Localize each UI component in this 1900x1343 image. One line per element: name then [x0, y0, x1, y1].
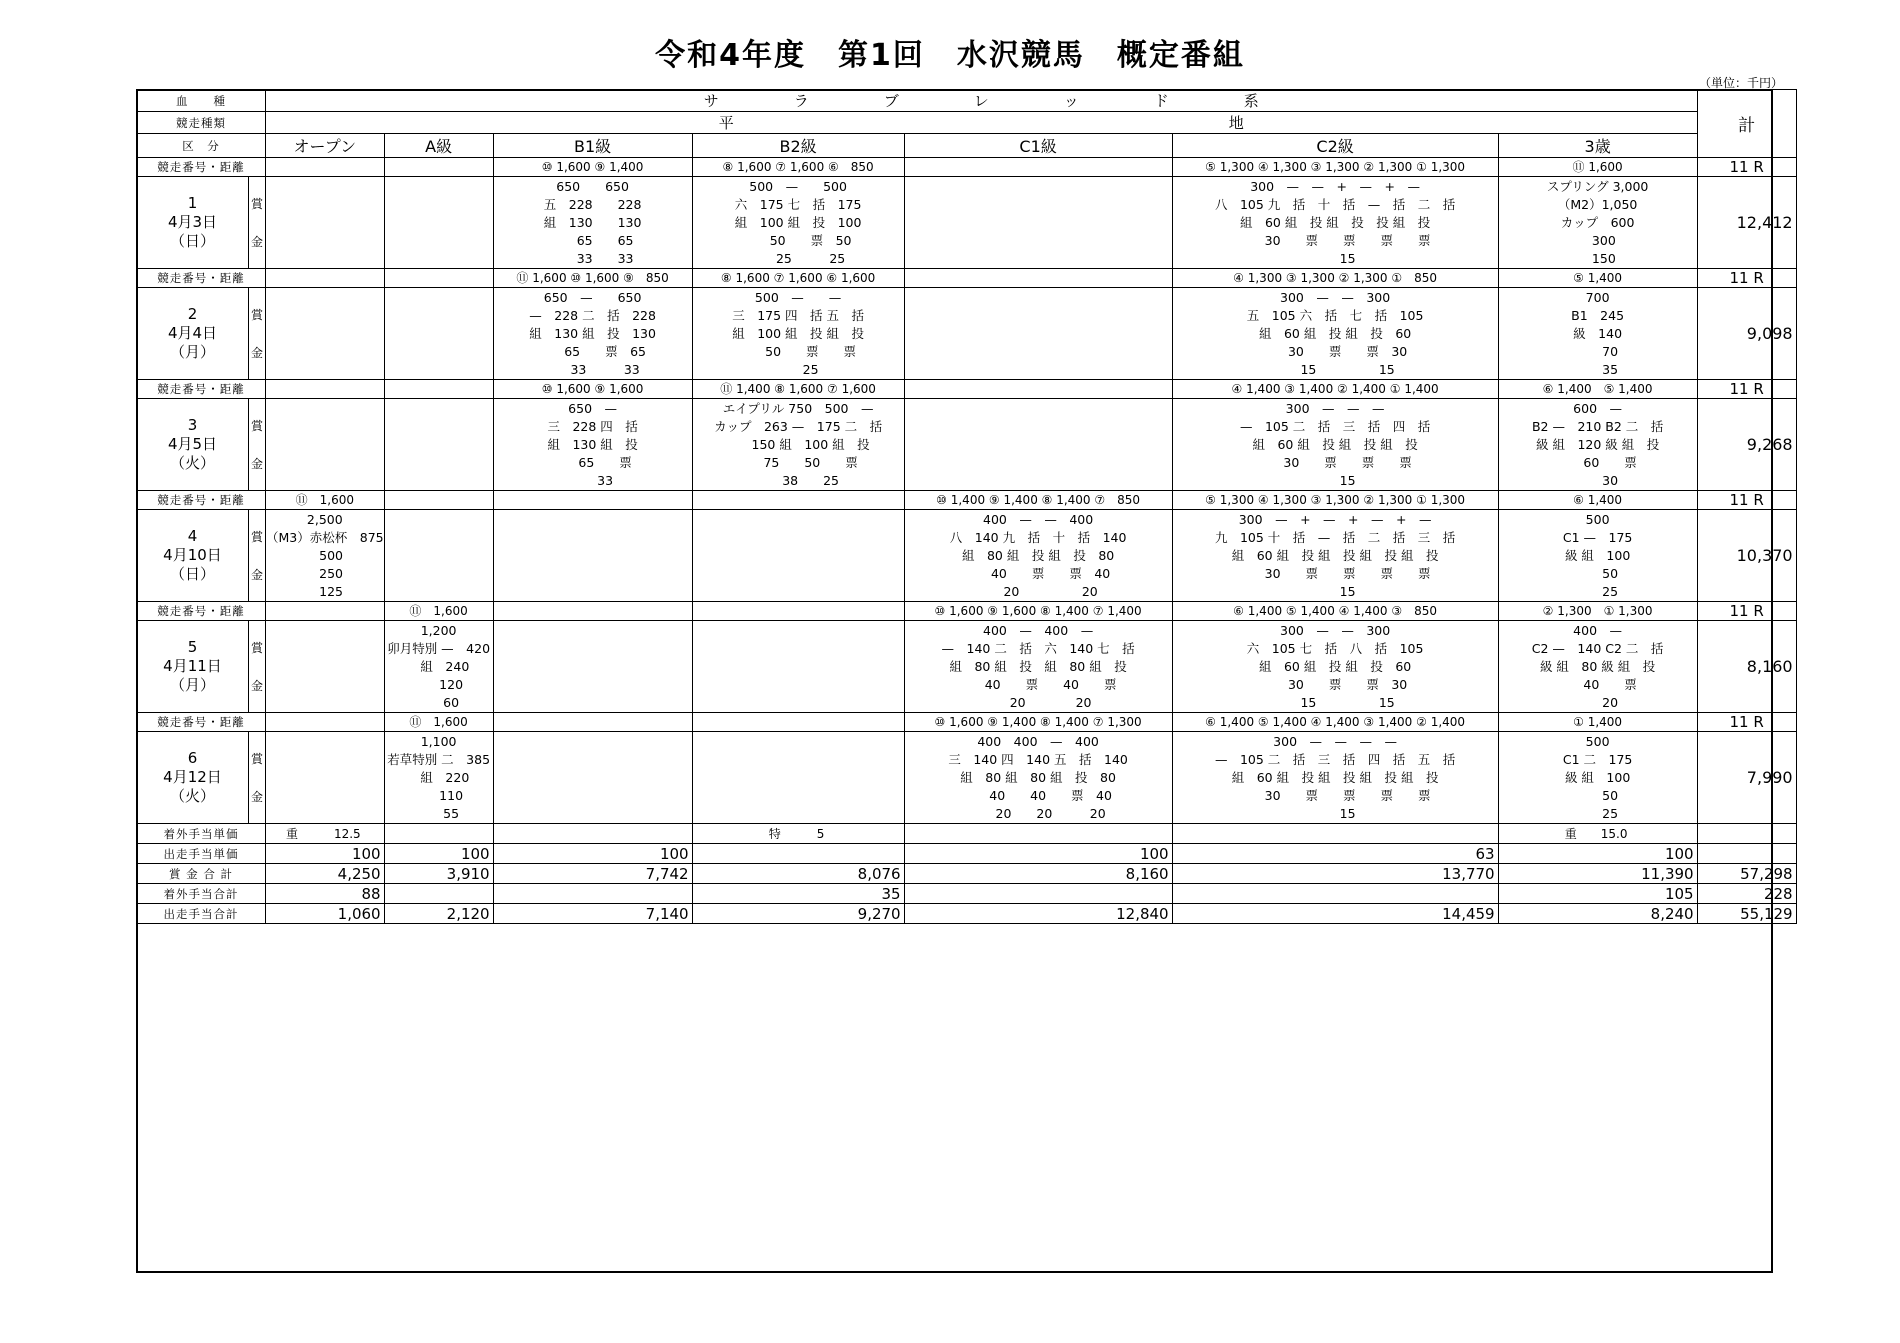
prize-cell — [266, 399, 385, 491]
prize-text: 650 650 五 228 228 組 130 130 65 65 33 33 — [543, 178, 642, 266]
race-distance-cell: ④ 1,400 ③ 1,400 ② 1,400 ① 1,400 — [1172, 380, 1498, 399]
prize-label-a: 賞 — [250, 751, 263, 766]
footer-cell: 重 15.0 — [1498, 824, 1697, 844]
prize-label-b: 金 — [250, 678, 263, 693]
footer-cell — [1172, 884, 1498, 904]
footer-cell: 3,910 — [384, 864, 493, 884]
prize-cell — [266, 177, 385, 269]
footer-cell: 2,120 — [384, 904, 493, 924]
prize-label-cell — [249, 177, 266, 269]
prize-cell — [384, 621, 493, 713]
prize-label-b: 金 — [250, 456, 263, 471]
header-class-row — [137, 134, 1797, 158]
prize-text: 2,500 （M3）赤松杯 875 500 250 125 — [266, 511, 384, 599]
race-distance-cell: ⑪ 1,600 — [384, 602, 493, 621]
day-num: 6 — [187, 749, 198, 767]
race-distance-cell: ⑪ 1,600 — [1498, 158, 1697, 177]
footer-cell: 9,270 — [692, 904, 904, 924]
footer-total: 228 — [1697, 884, 1796, 904]
day-total: 9,098 — [1697, 288, 1796, 380]
prize-row — [137, 732, 1797, 824]
day-total: 7,990 — [1697, 732, 1796, 824]
prize-text: 500 — 500 六 175 七 括 175 組 100 組 投 100 50 票 50 25 25 — [734, 178, 862, 266]
footer-cell — [904, 824, 1172, 844]
prize-label-a: 賞 — [250, 529, 263, 544]
prize-cell — [692, 510, 904, 602]
race-distance-cell: ⑩ 1,600 ⑨ 1,400 — [493, 158, 692, 177]
footer-cell: 4,250 — [266, 864, 385, 884]
footer-label: 出走手当合計 — [137, 904, 266, 924]
footer-cell: 7,140 — [493, 904, 692, 924]
footer-row-chakugai-unit — [137, 824, 1797, 844]
race-distance-cell: ⑤ 1,300 ④ 1,300 ③ 1,300 ② 1,300 ① 1,300 — [1172, 158, 1498, 177]
race-distance-row — [137, 491, 1797, 510]
footer-cell: 14,459 — [1172, 904, 1498, 924]
race-distance-cell — [266, 269, 385, 288]
footer-cell — [1172, 824, 1498, 844]
prize-text: 400 400 — 400 三 140 四 140 五 括 140 組 80 組 80 組 投 80 40 40 票 40 20 20 20 — [948, 733, 1128, 821]
footer-cell: 重 12.5 — [266, 824, 385, 844]
day-cell — [137, 732, 249, 824]
day-dow: （日） — [169, 565, 215, 583]
footer-cell: 13,770 — [1172, 864, 1498, 884]
footer-total — [1697, 824, 1796, 844]
footer-total — [1697, 844, 1796, 864]
footer-row-shusso-total — [137, 904, 1797, 924]
class-label: 区 分 — [137, 134, 266, 158]
prize-text: 300 — — + — + — 八 105 九 括 十 括 — 括 二 括 組 60 組 投 組 投 投 組 投 30 票 票 票 票 15 — [1214, 178, 1456, 266]
race-distance-label: 競走番号・距離 — [137, 713, 266, 732]
race-distance-row — [137, 713, 1797, 732]
footer-cell: 8,076 — [692, 864, 904, 884]
race-distance-cell — [904, 269, 1172, 288]
day-date: 4月10日 — [163, 546, 222, 564]
race-distance-cell — [266, 380, 385, 399]
prize-text: 500 C1 — 175 級 組 100 50 25 — [1562, 511, 1633, 599]
prize-label-cell — [249, 732, 266, 824]
race-distance-row — [137, 269, 1797, 288]
prize-text: 650 — 三 228 四 括 組 130 組 投 65 票 33 — [547, 400, 638, 488]
type-value: 平 地 — [266, 112, 1698, 134]
race-distance-label: 競走番号・距離 — [137, 380, 266, 399]
footer-label: 着外手当合計 — [137, 884, 266, 904]
prize-cell — [384, 177, 493, 269]
footer-cell — [493, 884, 692, 904]
prize-label-a: 賞 — [250, 196, 263, 211]
race-distance-row — [137, 602, 1797, 621]
day-date: 4月12日 — [163, 768, 222, 786]
breed-label: 血 種 — [137, 90, 266, 112]
day-cell — [137, 177, 249, 269]
prize-cell — [493, 177, 692, 269]
race-distance-cell: ⑧ 1,600 ⑦ 1,600 ⑥ 850 — [692, 158, 904, 177]
prize-cell — [384, 399, 493, 491]
prize-cell — [1172, 288, 1498, 380]
race-distance-cell — [384, 269, 493, 288]
race-distance-cell — [266, 713, 385, 732]
day-dow: （月） — [169, 676, 215, 694]
prize-label-cell — [249, 399, 266, 491]
race-distance-cell — [493, 713, 692, 732]
prize-cell — [493, 399, 692, 491]
prize-cell — [904, 510, 1172, 602]
schedule-table — [136, 89, 1797, 924]
footer-cell: 1,060 — [266, 904, 385, 924]
footer-cell: 100 — [1498, 844, 1697, 864]
prize-cell — [384, 288, 493, 380]
prize-text: エイプリル 750 500 — カップ 263 — 175 二 括 150 組 100 組 投 75 50 票 38 25 — [714, 400, 883, 488]
header-type-row — [137, 112, 1797, 134]
prize-cell — [493, 288, 692, 380]
footer-cell: 105 — [1498, 884, 1697, 904]
class-header: C1級 — [904, 134, 1172, 158]
prize-cell — [1498, 399, 1697, 491]
prize-row — [137, 399, 1797, 491]
day-dow: （火） — [169, 454, 215, 472]
footer-cell: 8,240 — [1498, 904, 1697, 924]
footer-cell — [493, 824, 692, 844]
race-distance-label: 競走番号・距離 — [137, 491, 266, 510]
total-header: 計 — [1697, 90, 1796, 158]
prize-cell — [1498, 510, 1697, 602]
race-distance-label: 競走番号・距離 — [137, 158, 266, 177]
prize-text: 300 — — — — 105 二 括 三 括 四 括 組 60 組 投 組 投 組 投 30 票 票 票 15 — [1239, 400, 1431, 488]
prize-text: 300 — — — — — 105 二 括 三 括 四 括 五 括 組 60 組 投 組 投 組 投 組 投 30 票 票 票 票 15 — [1214, 733, 1456, 821]
footer-cell — [384, 824, 493, 844]
prize-cell — [692, 399, 904, 491]
footer-cell: 7,742 — [493, 864, 692, 884]
race-distance-cell: ⑤ 1,400 — [1498, 269, 1697, 288]
day-num: 3 — [187, 416, 198, 434]
race-count: 11 R — [1697, 380, 1796, 399]
race-distance-cell — [384, 158, 493, 177]
prize-row — [137, 177, 1797, 269]
class-header: B2級 — [692, 134, 904, 158]
prize-cell — [904, 732, 1172, 824]
day-dow: （火） — [169, 787, 215, 805]
day-num: 5 — [187, 638, 198, 656]
prize-text: 400 — C2 — 140 C2 二 括 級 組 80 級 組 投 40 票 20 — [1531, 622, 1664, 710]
day-dow: （月） — [169, 343, 215, 361]
prize-cell — [493, 510, 692, 602]
race-distance-cell — [493, 602, 692, 621]
class-header: 3歳 — [1498, 134, 1697, 158]
prize-cell — [266, 510, 385, 602]
race-distance-cell — [384, 380, 493, 399]
race-distance-cell: ⑪ 1,400 ⑧ 1,600 ⑦ 1,600 — [692, 380, 904, 399]
prize-cell — [904, 621, 1172, 713]
day-date: 4月4日 — [167, 324, 218, 342]
prize-cell — [1498, 732, 1697, 824]
prize-label-cell — [249, 288, 266, 380]
race-distance-cell — [904, 158, 1172, 177]
prize-row — [137, 510, 1797, 602]
prize-label-a: 賞 — [250, 307, 263, 322]
day-cell — [137, 621, 249, 713]
prize-cell — [692, 732, 904, 824]
header-breed-row — [137, 90, 1797, 112]
prize-cell — [266, 621, 385, 713]
race-distance-cell: ⑥ 1,400 ⑤ 1,400 ④ 1,400 ③ 850 — [1172, 602, 1498, 621]
prize-text: 400 — — 400 八 140 九 括 十 括 140 組 80 組 投 組 投 80 40 票 票 40 20 20 — [949, 511, 1127, 599]
prize-cell — [493, 732, 692, 824]
prize-label-a: 賞 — [250, 418, 263, 433]
race-distance-cell — [904, 380, 1172, 399]
day-cell — [137, 288, 249, 380]
type-label: 競走種類 — [137, 112, 266, 134]
prize-text: 1,200 卯月特別 — 420 組 240 120 60 — [387, 622, 491, 710]
prize-cell — [692, 288, 904, 380]
race-distance-cell: ⑪ 1,600 — [384, 713, 493, 732]
class-header: B1級 — [493, 134, 692, 158]
footer-cell: 特 5 — [692, 824, 904, 844]
race-distance-cell: ⑩ 1,600 ⑨ 1,600 — [493, 380, 692, 399]
race-distance-cell — [692, 602, 904, 621]
race-distance-label: 競走番号・距離 — [137, 602, 266, 621]
prize-cell — [904, 177, 1172, 269]
day-total: 10,370 — [1697, 510, 1796, 602]
footer-total: 55,129 — [1697, 904, 1796, 924]
prize-text: 500 C1 二 175 級 組 100 50 25 — [1562, 733, 1633, 821]
prize-text: 700 B1 245 級 140 70 35 — [1571, 289, 1625, 377]
prize-text: 500 — — 三 175 四 括 五 括 組 100 組 投 組 投 50 票 票 25 — [732, 289, 865, 377]
race-distance-cell: ② 1,300 ① 1,300 — [1498, 602, 1697, 621]
prize-cell — [1498, 621, 1697, 713]
race-distance-cell: ⑧ 1,600 ⑦ 1,600 ⑥ 1,600 — [692, 269, 904, 288]
day-cell — [137, 399, 249, 491]
prize-cell — [1498, 288, 1697, 380]
class-header: C2級 — [1172, 134, 1498, 158]
prize-text: 300 — + — + — + — 九 105 十 括 — 括 二 括 三 括 組 60 組 投 組 投 組 投 組 投 30 票 票 票 票 15 — [1214, 511, 1456, 599]
unit-note: （単位：千円） — [1698, 76, 1783, 90]
footer-cell: 100 — [384, 844, 493, 864]
prize-cell — [1172, 621, 1498, 713]
day-num: 1 — [187, 194, 198, 212]
prize-cell — [493, 621, 692, 713]
race-distance-cell: ① 1,400 — [1498, 713, 1697, 732]
prize-row — [137, 288, 1797, 380]
prize-cell — [1172, 510, 1498, 602]
footer-cell — [904, 884, 1172, 904]
day-date: 4月3日 — [167, 213, 218, 231]
footer-row-chakugai-total — [137, 884, 1797, 904]
race-distance-cell: ⑪ 1,600 ⑩ 1,600 ⑨ 850 — [493, 269, 692, 288]
footer-cell: 63 — [1172, 844, 1498, 864]
race-count: 11 R — [1697, 491, 1796, 510]
prize-text: スプリング 3,000 （M2）1,050 カップ 600 300 150 — [1546, 178, 1649, 266]
prize-text: 300 — — 300 六 105 七 括 八 括 105 組 60 組 投 組 投 60 30 票 票 30 15 15 — [1246, 622, 1424, 710]
footer-cell: 12,840 — [904, 904, 1172, 924]
prize-label-cell — [249, 621, 266, 713]
prize-label-b: 金 — [250, 789, 263, 804]
footer-label: 着外手当単価 — [137, 824, 266, 844]
footer-cell: 8,160 — [904, 864, 1172, 884]
race-distance-cell: ④ 1,300 ③ 1,300 ② 1,300 ① 850 — [1172, 269, 1498, 288]
race-distance-label: 競走番号・距離 — [137, 269, 266, 288]
day-dow: （日） — [169, 232, 215, 250]
prize-row — [137, 621, 1797, 713]
footer-row-shusso-unit — [137, 844, 1797, 864]
footer-cell — [384, 884, 493, 904]
prize-cell — [266, 732, 385, 824]
prize-cell — [692, 621, 904, 713]
race-distance-row — [137, 158, 1797, 177]
class-header: オープン — [266, 134, 385, 158]
race-distance-cell: ⑩ 1,400 ⑨ 1,400 ⑧ 1,400 ⑦ 850 — [904, 491, 1172, 510]
race-count: 11 R — [1697, 269, 1796, 288]
prize-cell — [384, 732, 493, 824]
prize-label-b: 金 — [250, 567, 263, 582]
prize-text: 600 — B2 — 210 B2 二 括 級 組 120 級 組 投 60 票 30 — [1531, 400, 1664, 488]
prize-label-cell — [249, 510, 266, 602]
race-distance-cell: ⑥ 1,400 ⑤ 1,400 ④ 1,400 ③ 1,400 ② 1,400 — [1172, 713, 1498, 732]
race-distance-cell: ⑩ 1,600 ⑨ 1,400 ⑧ 1,400 ⑦ 1,300 — [904, 713, 1172, 732]
prize-cell — [904, 288, 1172, 380]
day-total: 9,268 — [1697, 399, 1796, 491]
race-distance-cell — [384, 491, 493, 510]
page-title: 令和4年度 第1回 水沢競馬 概定番組 — [655, 38, 1245, 73]
footer-total: 57,298 — [1697, 864, 1796, 884]
prize-cell — [1172, 399, 1498, 491]
footer-cell: 100 — [904, 844, 1172, 864]
day-total: 8,160 — [1697, 621, 1796, 713]
day-date: 4月5日 — [167, 435, 218, 453]
prize-text: 650 — 650 — 228 二 括 228 組 130 組 投 130 65 票 65 33 33 — [529, 289, 656, 377]
race-distance-cell: ⑩ 1,600 ⑨ 1,600 ⑧ 1,400 ⑦ 1,400 — [904, 602, 1172, 621]
race-distance-cell: ⑤ 1,300 ④ 1,300 ③ 1,300 ② 1,300 ① 1,300 — [1172, 491, 1498, 510]
footer-cell — [692, 844, 904, 864]
race-distance-cell — [493, 491, 692, 510]
race-distance-cell — [266, 158, 385, 177]
day-cell — [137, 510, 249, 602]
prize-cell — [904, 399, 1172, 491]
breed-value: サ ラ ブ レ ッ ド 系 — [266, 90, 1698, 112]
footer-cell: 100 — [493, 844, 692, 864]
prize-text: 400 — 400 — — 140 二 括 六 140 七 括 組 80 組 投 組 80 組 投 40 票 40 票 20 20 — [941, 622, 1135, 710]
race-distance-row — [137, 380, 1797, 399]
footer-cell: 35 — [692, 884, 904, 904]
footer-cell: 100 — [266, 844, 385, 864]
day-num: 2 — [187, 305, 198, 323]
race-count: 11 R — [1697, 713, 1796, 732]
day-total: 12,412 — [1697, 177, 1796, 269]
day-num: 4 — [187, 527, 198, 545]
race-distance-cell: ⑥ 1,400 — [1498, 491, 1697, 510]
prize-text: 300 — — 300 五 105 六 括 七 括 105 組 60 組 投 組 投 60 30 票 票 30 15 15 — [1246, 289, 1424, 377]
race-distance-cell — [692, 491, 904, 510]
prize-cell — [266, 288, 385, 380]
race-distance-cell — [266, 602, 385, 621]
footer-cell: 11,390 — [1498, 864, 1697, 884]
day-date: 4月11日 — [163, 657, 222, 675]
prize-label-a: 賞 — [250, 640, 263, 655]
race-distance-cell — [692, 713, 904, 732]
footer-label: 賞 金 合 計 — [137, 864, 266, 884]
prize-text: 1,100 若草特別 二 385 組 220 110 55 — [387, 733, 491, 821]
footer-row-prize-total — [137, 864, 1797, 884]
race-distance-cell: ⑪ 1,600 — [266, 491, 385, 510]
class-header: A級 — [384, 134, 493, 158]
prize-cell — [1172, 732, 1498, 824]
prize-cell — [1172, 177, 1498, 269]
prize-cell — [1498, 177, 1697, 269]
race-count: 11 R — [1697, 602, 1796, 621]
prize-cell — [384, 510, 493, 602]
footer-cell: 88 — [266, 884, 385, 904]
race-distance-cell: ⑥ 1,400 ⑤ 1,400 — [1498, 380, 1697, 399]
prize-label-b: 金 — [250, 345, 263, 360]
prize-label-b: 金 — [250, 234, 263, 249]
race-count: 11 R — [1697, 158, 1796, 177]
footer-label: 出走手当単価 — [137, 844, 266, 864]
prize-cell — [692, 177, 904, 269]
